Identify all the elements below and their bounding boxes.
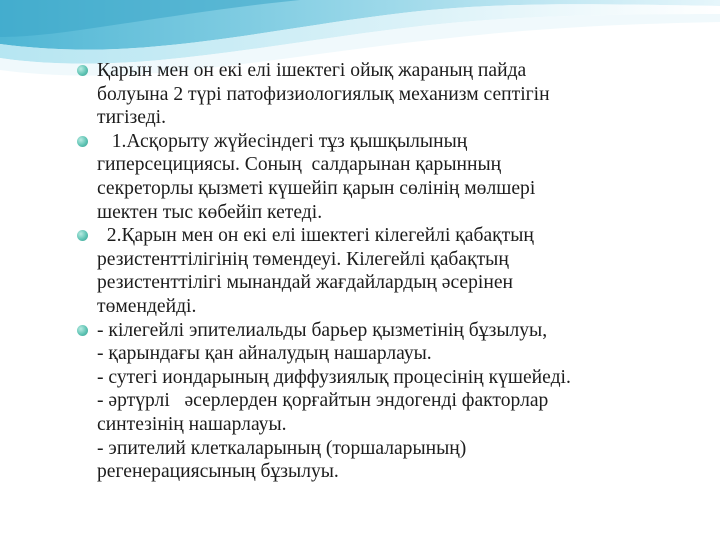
bullet-dot-icon [77,230,88,241]
bullet-dot-icon [77,65,88,76]
bullet-list [74,59,704,484]
bullet-item [74,224,704,318]
bullet-text-line: шектен тыс көбейіп кетеді. [97,201,323,223]
bullet-text-line: Қарын мен он екі елі ішектегі ойық жараның пайда [97,60,527,81]
bullet-text-line: болуына 2 түрі патофизиологиялық механизм септігін [97,83,550,105]
bullet-text-line: - қарындағы қан айналудың нашарлауы. [97,343,432,365]
bullet-text-line: регенерациясының бұзылуы. [97,461,339,483]
bullet-dot-icon [77,136,88,147]
bullet-text-line: секреторлы қызметі күшейіп қарын сөлінің мөлшері [97,177,536,199]
bullet-text-line: - кілегейлі эпителиальды барьер қызметінің бұзылуы, [97,319,548,341]
bullet-text-line: - сутегі иондарының диффузиялық процесінің күшейеді. [97,366,571,388]
bullet-text-line: - әртүрлі әсерлерден қорғайтын эндогенді факторлар [97,390,549,412]
bullet-text-line: синтезінің нашарлауы. [97,413,287,435]
bullet-text-line: тигізеді. [97,107,167,129]
bullet-item [74,319,704,484]
bullet-item [74,130,704,224]
bullet-text-line: гиперсецициясы. Соның салдарынан қарынның [97,154,502,176]
bullet-text-line: резистенттілігі мынандай жағдайлардың әсерінен [97,272,514,294]
bullet-item [74,59,704,130]
bullet-text-line: төмендейді. [97,295,197,317]
bullet-text-line: резистенттілігінің төмендеуі. Кілегейлі қабақтың [97,248,509,270]
bullet-dot-icon [77,325,88,336]
bullet-text-line: 2.Қарын мен он екі елі ішектегі кілегейлі қабақтың [97,225,534,247]
bullet-text-line: - эпителий клеткаларының (торшаларының) [97,437,467,459]
bullet-text-line: 1.Асқорыту жүйесіндегі тұз қышқылының [97,130,468,152]
